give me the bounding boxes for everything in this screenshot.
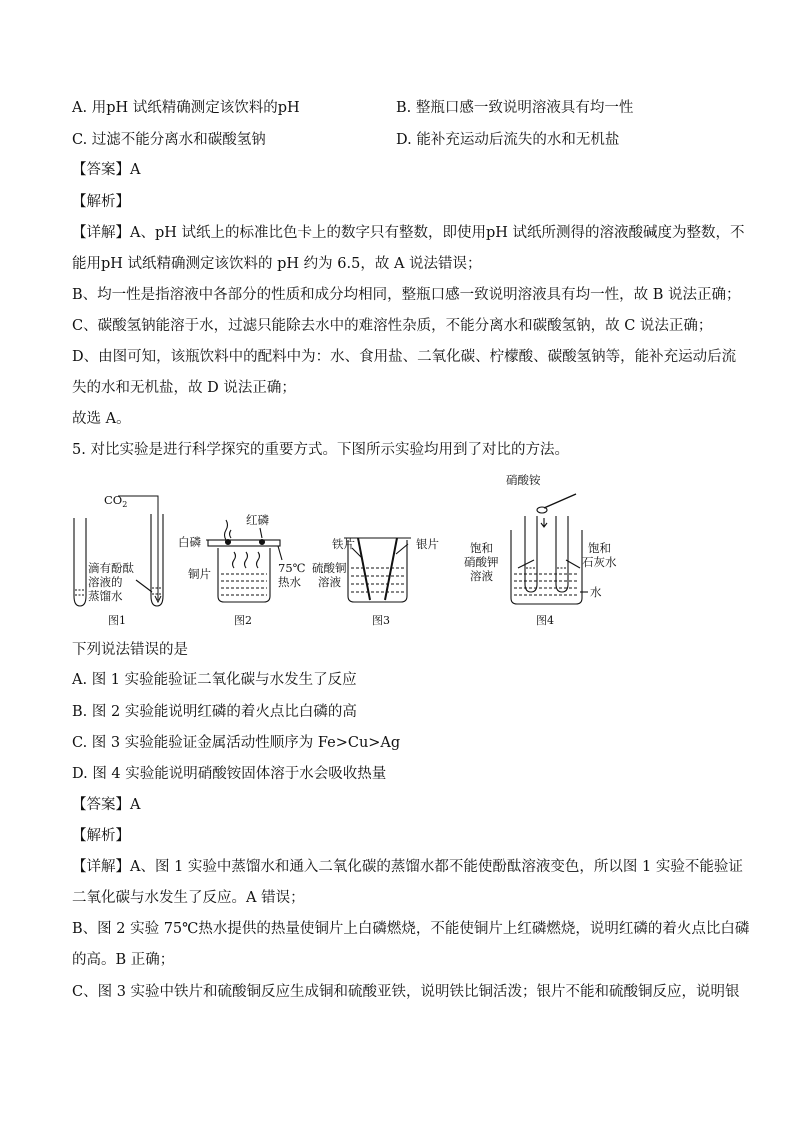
q5-option-a: A. 图 1 实验能验证二氧化碳与水发生了反应 xyxy=(72,672,357,688)
fig1-label-line-1: 滴有酚酞 xyxy=(88,561,134,575)
q5-detail-line-1: 【详解】A、图 1 实验中蒸馏水和通入二氧化碳的蒸馏水都不能使酚酞溶液变色，所以图 1 实验不能验证 xyxy=(72,859,743,875)
q4-option-c: C. 过滤不能分离水和碳酸氢钠 xyxy=(72,132,266,148)
fig1-caption: 图1 xyxy=(108,614,126,627)
q4-detail-line-4: C、碳酸氢钠能溶于水，过滤只能除去水中的难溶性杂质，不能分离水和碳酸氢钠，故 C 说法正确； xyxy=(72,318,713,334)
fig1-label-line-2: 溶液的 xyxy=(88,575,123,589)
q5-stem: 5. 对比实验是进行科学探究的重要方式。下图所示实验均用到了对比的方法。 xyxy=(72,442,569,458)
experiment-figure xyxy=(66,468,646,636)
fig1-gas-label: $CO_2$ xyxy=(104,493,128,509)
q5-option-c: C. 图 3 实验能验证金属活动性顺序为 Fe>Cu>Ag xyxy=(72,735,401,751)
q5-answer: 【答案】A xyxy=(72,797,141,813)
q4-detail-line-3: B、均一性是指溶液中各部分的性质和成分均相同，整瓶口感一致说明溶液具有均一性，故 B 说法正确； xyxy=(72,287,741,303)
q5-detail-line-4: 的高。B 正确； xyxy=(72,952,175,968)
q4-detail-line-1: 【详解】A、pH 试纸上的标准比色卡上的数字只有整数，即使用pH 试纸所测得的溶液酸碱度为整数，不 xyxy=(72,225,745,241)
q5-detail-line-3: B、图 2 实验 75℃热水提供的热量使铜片上白磷燃烧，不能使铜片上红磷燃烧，说明红磷的着火点比白磷 xyxy=(72,921,750,937)
q4-option-d: D. 能补充运动后流失的水和无机盐 xyxy=(396,132,620,148)
fig2-temp-label: 75℃ xyxy=(278,561,306,575)
fig2-beaker xyxy=(206,520,282,602)
fig2-caption: 图2 xyxy=(234,614,252,627)
q5-analysis-heading: 【解析】 xyxy=(72,828,130,844)
fig4-right-label-2: 石灰水 xyxy=(582,555,617,569)
q4-option-b: B. 整瓶口感一致说明溶液具有均一性 xyxy=(396,100,634,116)
fig2-copper-label: 铜片 xyxy=(188,567,211,581)
fig3-caption: 图3 xyxy=(372,614,390,627)
fig3-solution-label-1: 硫酸铜 xyxy=(312,561,347,575)
fig3-solution-label-2: 溶液 xyxy=(318,575,341,589)
fig4-caption: 图4 xyxy=(536,614,554,627)
fig2-water-label: 热水 xyxy=(278,575,301,589)
fig4-left-label-1: 饱和 xyxy=(470,541,493,555)
q4-detail-line-6: 失的水和无机盐，故 D 说法正确； xyxy=(72,380,296,396)
fig2-red-phosphorus-label: 红磷 xyxy=(246,513,269,527)
q4-detail-line-5: D、由图可知，该瓶饮料中的配料中为：水、食用盐、二氧化碳、柠檬酸、碳酸氢钠等，能补充运动后流 xyxy=(72,349,737,365)
fig1-label-line-3: 蒸馏水 xyxy=(88,589,123,603)
fig4-beaker xyxy=(511,494,588,604)
q5-prompt: 下列说法错误的是 xyxy=(72,642,188,658)
fig4-left-label-3: 溶液 xyxy=(470,569,493,583)
q4-conclusion: 故选 A。 xyxy=(72,411,131,427)
fig3-iron-label: 铁片 xyxy=(332,537,355,551)
fig4-salt-label: 硝酸铵 xyxy=(506,473,541,487)
q4-detail-line-2: 能用pH 试纸精确测定该饮料的 pH 约为 6.5，故 A 说法错误； xyxy=(72,256,482,272)
fig4-water-label: 水 xyxy=(590,585,602,599)
q5-option-d: D. 图 4 实验能说明硝酸铵固体溶于水会吸收热量 xyxy=(72,766,387,782)
q4-option-a: A. 用pH 试纸精确测定该饮料的pH xyxy=(72,100,300,116)
q4-analysis-heading: 【解析】 xyxy=(72,194,130,210)
fig2-white-phosphorus-label: 白磷 xyxy=(178,535,201,549)
q5-detail-line-2: 二氧化碳与水发生了反应。A 错误； xyxy=(72,890,305,906)
fig4-left-label-2: 硝酸钾 xyxy=(464,555,499,569)
experiment-diagrams xyxy=(66,468,646,636)
fig3-silver-label: 银片 xyxy=(416,537,439,551)
q5-detail-line-5: C、图 3 实验中铁片和硫酸铜反应生成铜和硫酸亚铁，说明铁比铜活泼；银片不能和硫酸铜反应，说明银 xyxy=(72,984,740,1000)
fig4-right-label-1: 饱和 xyxy=(588,541,611,555)
q5-option-b: B. 图 2 实验能说明红磷的着火点比白磷的高 xyxy=(72,704,357,720)
q4-answer: 【答案】A xyxy=(72,162,141,178)
